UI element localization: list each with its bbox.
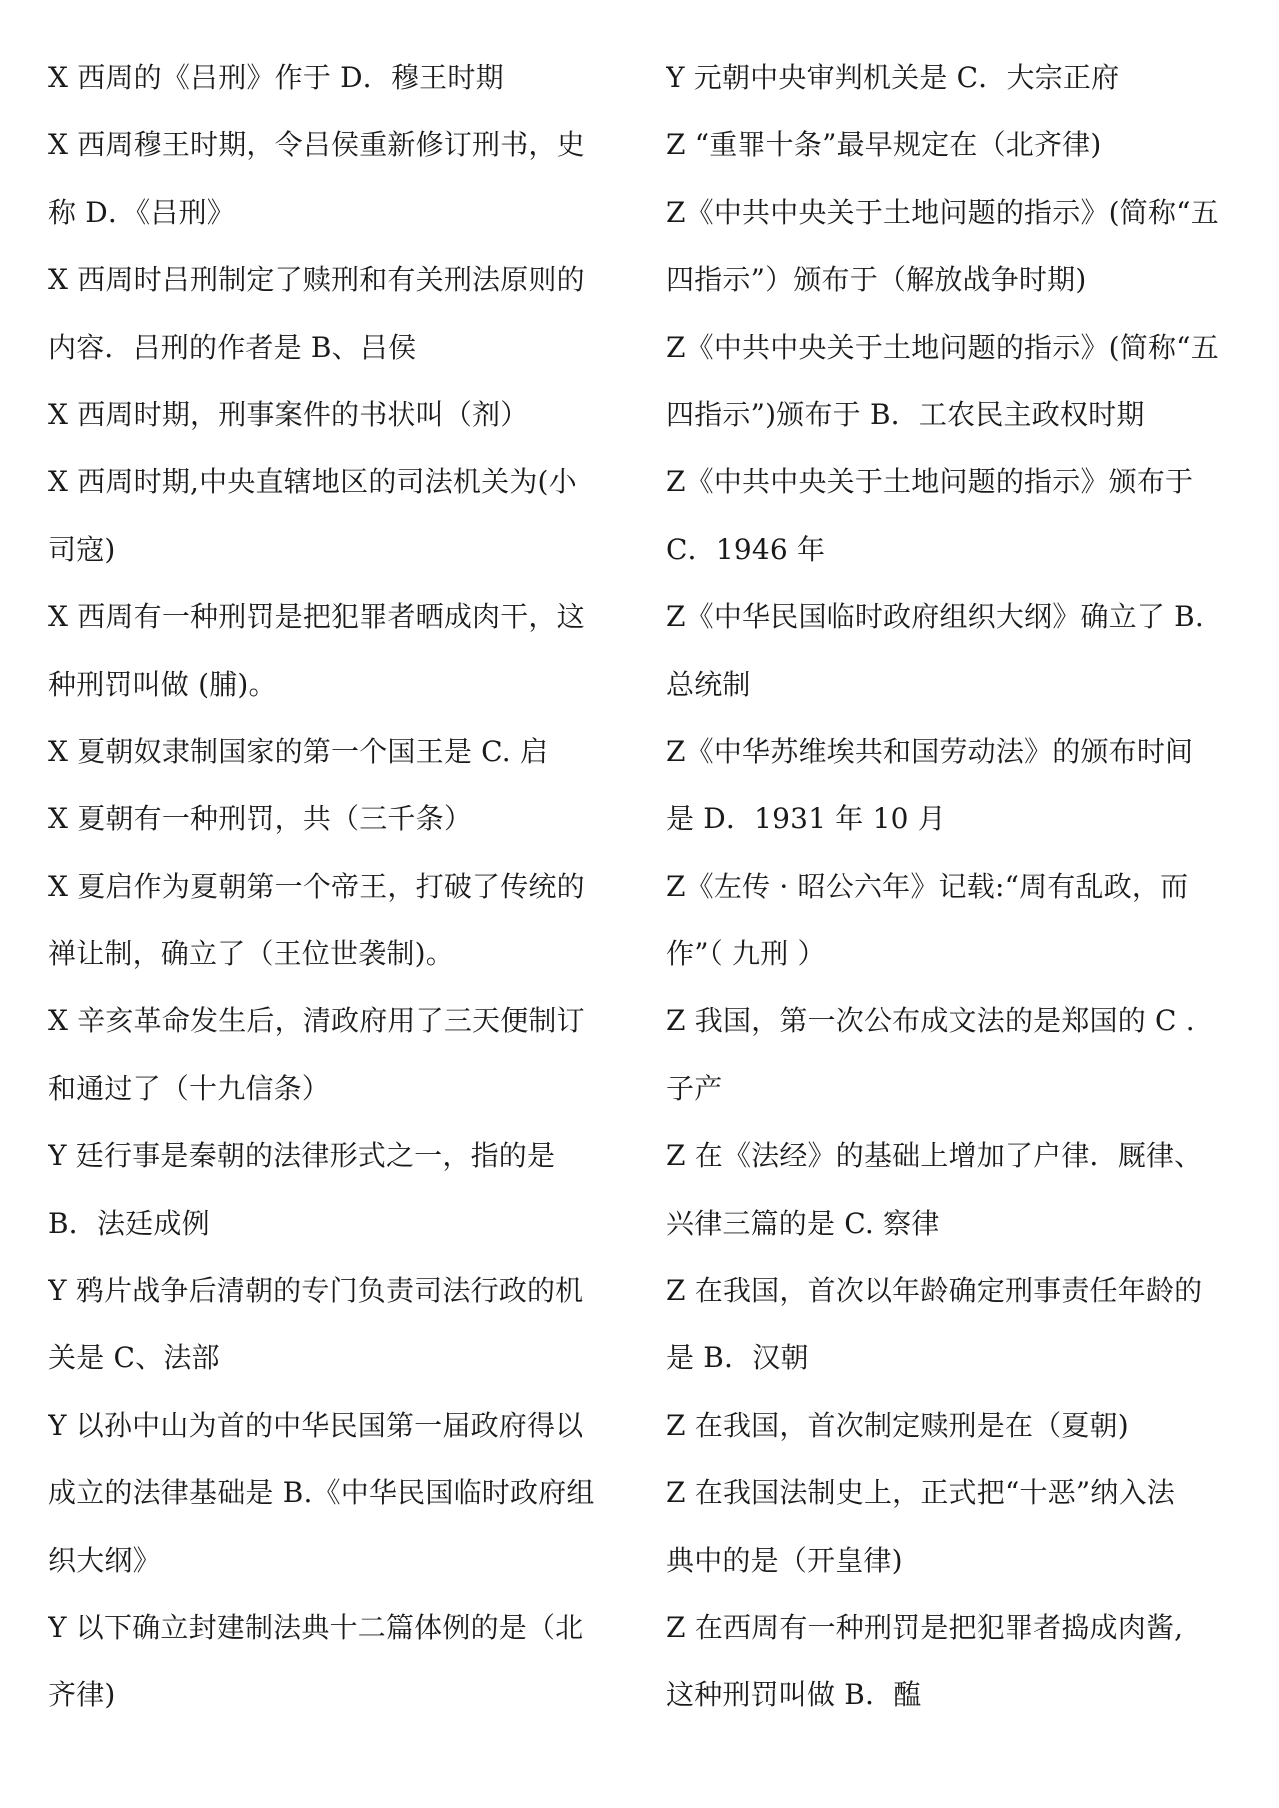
text-line: 织大纲》 [48,1543,161,1577]
text-line: 兴律三篇的是 C. 察律 [666,1206,940,1240]
text-line: B．法廷成例 [48,1206,210,1240]
text-line: 是 B．汉朝 [666,1341,809,1375]
text-line: Y 以孙中山为首的中华民国第一届政府得以 [48,1408,584,1442]
text-line: 四指示”）颁布于（解放战争时期) [666,263,1087,297]
text-line: X 辛亥革命发生后，清政府用了三天便制订 [48,1004,585,1038]
text-line: Z “重罪十条”最早规定在（北齐律) [666,128,1102,162]
text-line: 内容．吕刑的作者是 B、吕侯 [48,330,417,364]
text-line: 总统制 [666,667,751,701]
text-line: Z 在我国法制史上，正式把“十恶”纳入法 [666,1476,1175,1510]
text-line: Z《中华苏维埃共和国劳动法》的颁布时间 [666,734,1194,768]
text-line: X 夏朝奴隶制国家的第一个国王是 C. 启 [48,734,549,768]
text-line: Z 我国，第一次公布成文法的是郑国的 C . [666,1004,1195,1038]
text-line: X 西周穆王时期，令吕侯重新修订刑书，史 [48,128,585,162]
text-line: Z《中华民国临时政府组织大纲》确立了 B. [666,600,1205,634]
text-line: X 西周有一种刑罚是把犯罪者晒成肉干，这 [48,600,585,634]
text-line: Y 廷行事是秦朝的法律形式之一，指的是 [48,1139,556,1173]
text-line: 称 D．《吕刑》 [48,195,235,229]
text-line: X 西周时吕刑制定了赎刑和有关刑法原则的 [48,263,585,297]
text-line: 齐律) [48,1678,116,1712]
text-line: X 西周的《吕刑》作于 D．穆王时期 [48,61,504,94]
text-line: X 西周时期，刑事案件的书状叫（剂） [48,397,529,431]
text-line: 四指示”)颁布于 B．工农民主政权时期 [666,397,1145,431]
text-line: X 夏启作为夏朝第一个帝王，打破了传统的 [48,869,585,903]
text-line: Z 在我国，首次以年龄确定刑事责任年龄的 [666,1274,1203,1308]
text-line: 禅让制，确立了（王位世袭制)。 [48,937,454,971]
text-line: Z 在《法经》的基础上增加了户律．厩律、 [666,1139,1203,1173]
text-line: Y 以下确立封建制法典十二篇体例的是（北 [48,1610,584,1644]
text-line: 种刑罚叫做 (脯)。 [48,667,277,701]
text-line: X 西周时期,中央直辖地区的司法机关为(小 [48,465,577,499]
text-line: Z 在西周有一种刑罚是把犯罪者捣成肉酱, [666,1610,1184,1644]
text-line: 作”（ 九刑 ） [666,937,826,971]
text-line: 和通过了（十九信条） [48,1071,331,1105]
text-line: C．1946 年 [666,532,826,566]
text-line: Z《中共中央关于土地问题的指示》(简称“五 [666,330,1219,364]
text-line: Z《中共中央关于土地问题的指示》(简称“五 [666,195,1219,229]
text-line: 这种刑罚叫做 B．醢 [666,1678,922,1712]
text-line: 子产 [666,1071,723,1105]
text-line: 成立的法律基础是 B.《中华民国临时政府组 [48,1476,595,1510]
left-column [48,44,628,1729]
text-line: X 夏朝有一种刑罚，共（三千条） [48,802,473,836]
text-line: Z 在我国，首次制定赎刑是在（夏朝) [666,1408,1129,1442]
text-line: 是 D．1931 年 10 月 [666,802,946,836]
text-line: 典中的是（开皇律) [666,1543,903,1577]
text-line: Z《中共中央关于土地问题的指示》颁布于 [666,465,1194,499]
text-line: Y 鸦片战争后清朝的专门负责司法行政的机 [48,1274,584,1308]
text-line: 司寇) [48,532,116,566]
text-line: Z《左传 · 昭公六年》记载:“周有乱政，而 [666,869,1189,903]
text-line: Y 元朝中央审判机关是 C．大宗正府 [666,61,1120,94]
right-column [666,44,1246,1729]
text-line: 关是 C、法部 [48,1341,220,1375]
